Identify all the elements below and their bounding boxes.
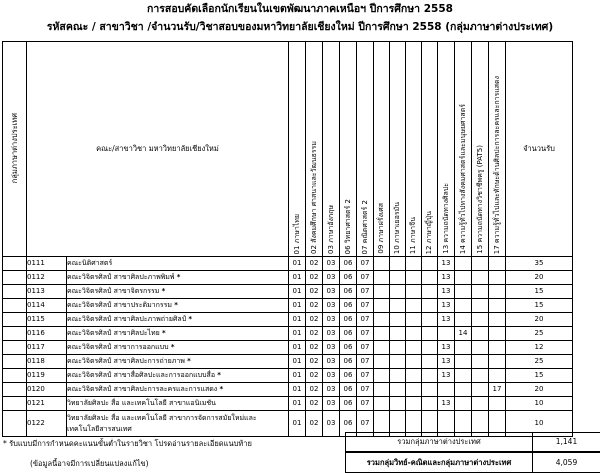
subject-cell: 03 — [323, 285, 340, 299]
subject-cell: 06 — [340, 257, 357, 271]
program-name: คณะนิติศาสตร์ — [67, 257, 289, 271]
subject-cell — [390, 299, 406, 313]
subject-cell — [455, 271, 472, 285]
subject-cell — [390, 285, 406, 299]
subject-cell — [406, 341, 422, 355]
subject-cell: 06 — [340, 383, 357, 397]
subject-cell — [472, 327, 489, 341]
subject-header-15: 15 ความถนัดทางวิชาชีพครู (PAT5) — [472, 42, 489, 257]
subject-cell: 01 — [289, 257, 306, 271]
foreign-language-total-label: รวมกลุ่มภาษาต่างประเทศ — [346, 433, 533, 451]
table-row — [3, 383, 573, 397]
subject-cell — [374, 285, 390, 299]
grand-total-label: รวมกลุ่มวิทย์-คณิตและกลุ่มภาษาต่างประเทศ — [346, 453, 533, 472]
subject-header-11: 11 ภาษาจีน — [406, 42, 422, 257]
subject-cell: 02 — [306, 327, 323, 341]
subject-cell — [489, 271, 506, 285]
subject-cell: 03 — [323, 299, 340, 313]
subject-header-02: 02 สังคมศึกษา ศาสนาและวัฒนธรรม — [306, 42, 323, 257]
subject-header-14: 14 ความรู้ทั่วไปทางสังคมศาสตร์และมนุษยศาสตร์ — [455, 42, 472, 257]
program-code: 0120 — [27, 383, 67, 397]
subject-cell: 01 — [289, 383, 306, 397]
subject-cell — [455, 313, 472, 327]
subject-cell — [406, 397, 422, 411]
program-name: คณะวิจิตรศิลป์ สาขาการออกแบบ * — [67, 341, 289, 355]
subject-header-10: 10 ภาษาเยอรมัน — [390, 42, 406, 257]
subject-cell: 01 — [289, 341, 306, 355]
subject-cell — [422, 369, 438, 383]
table-row — [3, 313, 573, 327]
subject-cell: 02 — [306, 383, 323, 397]
subject-cell — [374, 299, 390, 313]
subject-cell: 13 — [438, 355, 455, 369]
table-row — [3, 285, 573, 299]
min-score-star: * — [187, 357, 191, 365]
table-row — [3, 355, 573, 369]
subject-cell: 07 — [357, 285, 374, 299]
group-cell — [3, 397, 27, 411]
subject-cell: 02 — [306, 397, 323, 411]
subject-header-17: 17 ความรู้ทั่วไปและทักษะด้านศิลปะการละครและการแสดง — [489, 42, 506, 257]
document-subtitle: รหัสคณะ / สาขาวิชา /จำนวนรับ/วิชาสอบของมหาวิทยาลัยเชียงใหม่ ปีการศึกษา 2558 (กลุ่มภาษาต่างประเทศ) — [46, 21, 554, 33]
program-name: คณะวิจิตรศิลป์ สาขาศิลปะภาพพิมพ์ * — [67, 271, 289, 285]
subject-cell — [374, 383, 390, 397]
program-code: 0119 — [27, 369, 67, 383]
table-row — [3, 397, 573, 411]
subject-cell: 06 — [340, 271, 357, 285]
quota-cell: 10 — [506, 411, 573, 437]
footnote-subject-to-change: (ข้อมูลนี้อาจมีการเปลี่ยนแปลงแก้ไข) — [30, 459, 149, 468]
subject-cell — [455, 383, 472, 397]
subject-cell — [472, 369, 489, 383]
subject-cell — [422, 313, 438, 327]
subject-cell — [489, 285, 506, 299]
subject-cell — [422, 341, 438, 355]
subject-cell — [438, 383, 455, 397]
program-name: คณะวิจิตรศิลป์ สาขาสื่อศิลปะและการออกแบบสื่อ * — [67, 369, 289, 383]
subject-cell — [455, 257, 472, 271]
group-cell — [3, 285, 27, 299]
subject-cell — [374, 355, 390, 369]
subject-cell — [472, 383, 489, 397]
quota-cell: 15 — [506, 285, 573, 299]
subject-cell: 13 — [438, 299, 455, 313]
subject-cell: 02 — [306, 257, 323, 271]
foreign-language-total-box — [345, 432, 600, 452]
grand-total-box — [345, 452, 600, 473]
subject-cell — [422, 271, 438, 285]
subject-cell — [489, 341, 506, 355]
subject-cell — [390, 341, 406, 355]
program-name: คณะวิจิตรศิลป์ สาขาศิลปะการละครและการแสดง * — [67, 383, 289, 397]
group-cell — [3, 299, 27, 313]
subject-cell — [455, 341, 472, 355]
admission-table — [2, 41, 573, 437]
foreign-language-total-value: 1,141 — [555, 437, 578, 446]
table-row — [3, 299, 573, 313]
group-cell — [3, 257, 27, 271]
subject-cell — [422, 285, 438, 299]
min-score-star: * — [176, 273, 181, 281]
subject-cell: 03 — [323, 313, 340, 327]
program-name: คณะวิจิตรศิลป์ สาขาศิลปะการถ่ายภาพ * — [67, 355, 289, 369]
subject-cell — [489, 397, 506, 411]
group-cell — [3, 369, 27, 383]
subject-cell — [472, 257, 489, 271]
subject-cell: 07 — [357, 313, 374, 327]
subject-cell — [374, 257, 390, 271]
subject-cell: 06 — [340, 313, 357, 327]
min-score-star: * — [219, 385, 224, 393]
subject-header-01: 01 ภาษาไทย — [289, 42, 306, 257]
subject-cell — [489, 313, 506, 327]
subject-cell: 07 — [357, 299, 374, 313]
subject-cell: 03 — [323, 355, 340, 369]
subject-cell — [422, 383, 438, 397]
subject-cell: 13 — [438, 257, 455, 271]
faculty-header: คณะ/สาขาวิชา มหาวิทยาลัยเชียงใหม่ — [27, 42, 289, 257]
subject-cell: 06 — [340, 285, 357, 299]
subject-cell: 07 — [357, 411, 374, 437]
group-header: กลุ่มภาษาต่างประเทศ — [3, 42, 27, 257]
min-score-star: * — [162, 329, 166, 337]
subject-cell: 02 — [306, 355, 323, 369]
subject-cell: 01 — [289, 355, 306, 369]
subject-cell: 01 — [289, 313, 306, 327]
subject-cell — [374, 341, 390, 355]
program-code: 0115 — [27, 313, 67, 327]
subject-cell: 06 — [340, 369, 357, 383]
group-cell — [3, 355, 27, 369]
program-name: วิทยาลัยศิลปะ สื่อ และเทคโนโลยี สาขาการจัดการสมัยใหม่และเทคโนโลยีสารสนเทศ — [67, 411, 289, 437]
subject-cell — [390, 327, 406, 341]
subject-cell — [472, 299, 489, 313]
subject-cell: 13 — [438, 369, 455, 383]
subject-cell: 07 — [357, 341, 374, 355]
table-row — [3, 369, 573, 383]
subject-cell — [390, 257, 406, 271]
program-name: คณะวิจิตรศิลป์ สาขาจิตรกรรม * — [67, 285, 289, 299]
subject-cell: 03 — [323, 383, 340, 397]
program-name: วิทยาลัยศิลปะ สื่อ และเทคโนโลยี สาขาแอนิเมชัน — [67, 397, 289, 411]
subject-cell — [422, 327, 438, 341]
subject-header-06: 06 วิทยาศาสตร์ 2 — [340, 42, 357, 257]
subject-cell: 03 — [323, 271, 340, 285]
subject-header-09: 09 ภาษาฝรั่งเศส — [374, 42, 390, 257]
subject-cell: 01 — [289, 327, 306, 341]
program-code: 0116 — [27, 327, 67, 341]
subject-header-07: 07 คณิตศาสตร์ 2 — [357, 42, 374, 257]
subject-cell — [406, 369, 422, 383]
quota-cell: 12 — [506, 341, 573, 355]
subject-cell: 06 — [340, 397, 357, 411]
subject-cell: 13 — [438, 285, 455, 299]
subject-cell — [374, 271, 390, 285]
subject-cell — [455, 369, 472, 383]
quota-cell: 20 — [506, 271, 573, 285]
subject-cell — [422, 355, 438, 369]
subject-cell: 06 — [340, 299, 357, 313]
subject-header-03: 03 ภาษาอังกฤษ — [323, 42, 340, 257]
subject-cell — [374, 313, 390, 327]
subject-cell — [455, 397, 472, 411]
subject-cell: 06 — [340, 327, 357, 341]
subject-cell — [406, 355, 422, 369]
subject-cell: 01 — [289, 369, 306, 383]
subject-cell: 06 — [340, 355, 357, 369]
quota-cell: 35 — [506, 257, 573, 271]
quota-cell: 20 — [506, 313, 573, 327]
subject-cell — [472, 355, 489, 369]
quota-cell: 20 — [506, 383, 573, 397]
subject-cell — [422, 257, 438, 271]
subject-cell: 13 — [438, 397, 455, 411]
min-score-star: * — [161, 287, 166, 295]
program-code: 0117 — [27, 341, 67, 355]
subject-cell — [422, 397, 438, 411]
subject-cell: 03 — [323, 257, 340, 271]
min-score-star: * — [174, 301, 178, 309]
footnote-min-score: * รับแบบมีการกำหนดคะแนนขั้นต่ำในรายวิชา โปรดอ่านรายละเอียดแนบท้าย — [3, 439, 252, 448]
subject-cell: 02 — [306, 369, 323, 383]
subject-cell — [406, 383, 422, 397]
subject-cell — [472, 341, 489, 355]
program-code: 0118 — [27, 355, 67, 369]
min-score-star: * — [188, 315, 193, 323]
subject-cell: 02 — [306, 341, 323, 355]
subject-cell — [455, 355, 472, 369]
subject-cell — [489, 257, 506, 271]
min-score-star: * — [217, 371, 221, 379]
subject-cell — [472, 313, 489, 327]
subject-cell: 03 — [323, 341, 340, 355]
subject-cell: 02 — [306, 299, 323, 313]
subject-cell: 02 — [306, 313, 323, 327]
subject-cell — [455, 285, 472, 299]
subject-cell — [489, 299, 506, 313]
subject-cell — [472, 285, 489, 299]
group-cell — [3, 383, 27, 397]
subject-cell — [390, 313, 406, 327]
subject-cell: 02 — [306, 411, 323, 437]
subject-cell — [406, 271, 422, 285]
subject-cell: 02 — [306, 285, 323, 299]
group-cell — [3, 313, 27, 327]
subject-cell — [390, 355, 406, 369]
subject-cell — [406, 257, 422, 271]
subject-cell — [472, 397, 489, 411]
subject-cell: 01 — [289, 285, 306, 299]
table-header-row — [3, 42, 573, 257]
subject-cell — [406, 285, 422, 299]
subject-cell — [489, 327, 506, 341]
subject-cell: 13 — [438, 313, 455, 327]
quota-cell: 25 — [506, 355, 573, 369]
subject-cell: 02 — [306, 271, 323, 285]
document-title: การสอบคัดเลือกนักเรียนในเขตพัฒนาภาคเหนือฯ ปีการศึกษา 2558 — [147, 3, 453, 15]
quota-cell: 25 — [506, 327, 573, 341]
subject-cell: 01 — [289, 397, 306, 411]
subject-cell: 07 — [357, 355, 374, 369]
subject-cell: 06 — [340, 341, 357, 355]
group-cell — [3, 411, 27, 437]
subject-cell: 07 — [357, 257, 374, 271]
subject-cell — [472, 271, 489, 285]
program-name: คณะวิจิตรศิลป์ สาขาศิลปะไทย * — [67, 327, 289, 341]
program-code: 0113 — [27, 285, 67, 299]
subject-cell: 14 — [455, 327, 472, 341]
subject-cell — [390, 271, 406, 285]
table-row — [3, 271, 573, 285]
table-row — [3, 257, 573, 271]
program-name: คณะวิจิตรศิลป์ สาขาประติมากรรม * — [67, 299, 289, 313]
program-code: 0112 — [27, 271, 67, 285]
subject-cell — [406, 313, 422, 327]
subject-cell — [390, 383, 406, 397]
subject-cell: 03 — [323, 411, 340, 437]
subject-cell — [374, 397, 390, 411]
subject-cell — [489, 369, 506, 383]
subject-cell: 07 — [357, 397, 374, 411]
table-row — [3, 341, 573, 355]
program-name: คณะวิจิตรศิลป์ สาขาศิลปะภาพถ่ายศิลป์ * — [67, 313, 289, 327]
group-cell — [3, 327, 27, 341]
grand-total-value: 4,059 — [555, 458, 578, 467]
min-score-star: * — [170, 343, 175, 351]
program-code: 0114 — [27, 299, 67, 313]
subject-cell — [422, 299, 438, 313]
subject-cell: 07 — [357, 369, 374, 383]
subject-cell — [438, 327, 455, 341]
group-cell — [3, 341, 27, 355]
subject-cell: 01 — [289, 299, 306, 313]
group-cell — [3, 271, 27, 285]
quota-cell: 15 — [506, 299, 573, 313]
subject-cell — [406, 327, 422, 341]
subject-cell: 03 — [323, 327, 340, 341]
subject-cell: 17 — [489, 383, 506, 397]
quota-cell: 15 — [506, 369, 573, 383]
quota-cell: 10 — [506, 397, 573, 411]
subject-cell — [455, 299, 472, 313]
subject-cell — [374, 369, 390, 383]
subject-cell — [374, 327, 390, 341]
subject-cell: 03 — [323, 397, 340, 411]
subject-header-13: 13 ความถนัดทางศิลปะ — [438, 42, 455, 257]
program-code: 0122 — [27, 411, 67, 437]
program-code: 0111 — [27, 257, 67, 271]
subject-cell: 07 — [357, 327, 374, 341]
subject-cell: 01 — [289, 271, 306, 285]
subject-cell: 13 — [438, 341, 455, 355]
subject-cell: 07 — [357, 271, 374, 285]
subject-cell — [390, 397, 406, 411]
subject-cell — [390, 369, 406, 383]
total-header: จำนวนรับ — [506, 42, 573, 257]
subject-cell: 07 — [357, 383, 374, 397]
subject-cell — [406, 299, 422, 313]
program-code: 0121 — [27, 397, 67, 411]
subject-cell — [489, 355, 506, 369]
subject-cell: 03 — [323, 369, 340, 383]
subject-cell: 01 — [289, 411, 306, 437]
subject-cell: 06 — [340, 411, 357, 437]
table-row — [3, 327, 573, 341]
subject-header-12: 12 ภาษาญี่ปุ่น — [422, 42, 438, 257]
subject-cell: 13 — [438, 271, 455, 285]
